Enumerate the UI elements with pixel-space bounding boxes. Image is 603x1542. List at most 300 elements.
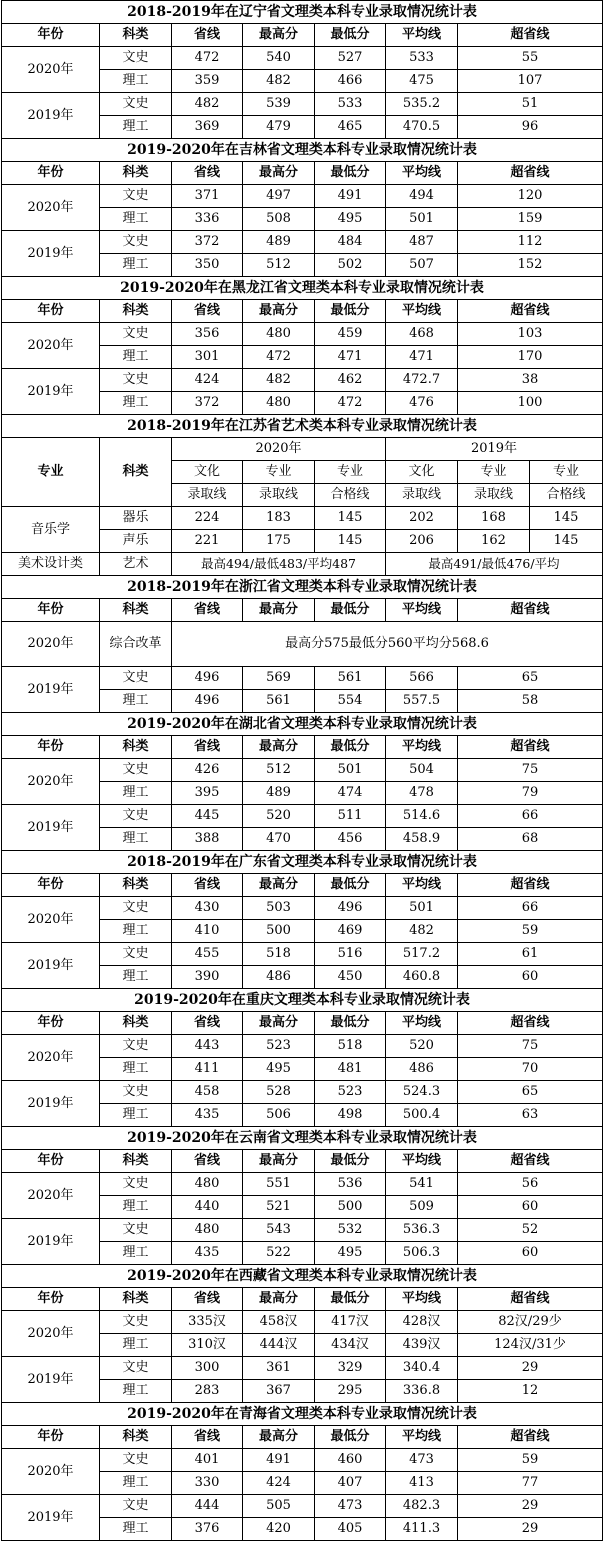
column-header: 最低分 [315, 599, 386, 622]
data-cell: 443 [172, 1035, 243, 1058]
column-header: 省线 [172, 24, 243, 47]
data-cell: 491 [243, 1449, 315, 1472]
category-cell: 文史 [100, 1173, 172, 1196]
data-cell: 75 [458, 1035, 603, 1058]
section-title: 2019-2020年在湖北省文理类本科专业录取情况统计表 [2, 713, 603, 736]
table-row [2, 47, 603, 70]
data-cell: 405 [315, 1518, 386, 1541]
data-cell: 506 [243, 1104, 315, 1127]
data-cell: 206 [386, 530, 458, 553]
data-cell: 496 [172, 667, 243, 690]
column-header: 平均线 [386, 24, 458, 47]
data-cell: 480 [172, 1173, 243, 1196]
header-row [2, 1150, 603, 1173]
data-cell: 473 [315, 1495, 386, 1518]
data-cell: 170 [458, 346, 603, 369]
column-header: 年份 [2, 1150, 100, 1173]
data-cell: 539 [243, 93, 315, 116]
year-cell: 2019年 [2, 1495, 100, 1541]
category-cell: 文史 [100, 805, 172, 828]
category-cell: 理工 [100, 1380, 172, 1403]
column-header: 最低分 [315, 736, 386, 759]
column-header: 最高分 [243, 1012, 315, 1035]
data-cell: 504 [386, 759, 458, 782]
data-cell: 512 [243, 254, 315, 277]
section-title-row [2, 139, 603, 162]
year-cell: 2020年 [2, 1035, 100, 1081]
data-cell: 411.3 [386, 1518, 458, 1541]
table-row [2, 1495, 603, 1518]
section-title-row [2, 576, 603, 599]
data-cell: 475 [386, 70, 458, 93]
data-cell: 480 [243, 392, 315, 415]
column-header: 超省线 [458, 1288, 603, 1311]
major-cell: 音乐学 [2, 507, 100, 553]
data-cell: 458汉 [243, 1311, 315, 1334]
data-cell: 175 [243, 530, 315, 553]
header-row [2, 599, 603, 622]
data-cell: 508 [243, 208, 315, 231]
subheader-cell: 专业 [315, 461, 386, 484]
column-header: 最低分 [315, 1288, 386, 1311]
column-header: 科类 [100, 24, 172, 47]
year-cell: 2020年 [2, 185, 100, 231]
data-cell: 100 [458, 392, 603, 415]
table-row [2, 507, 603, 530]
header-year-2019: 2019年 [386, 438, 603, 461]
column-header: 超省线 [458, 162, 603, 185]
table-row [2, 622, 603, 667]
data-cell: 458 [172, 1081, 243, 1104]
data-cell: 462 [315, 369, 386, 392]
category-cell: 文史 [100, 231, 172, 254]
year-cell: 2019年 [2, 1357, 100, 1403]
year-cell: 2020年 [2, 323, 100, 369]
data-cell: 487 [386, 231, 458, 254]
subheader-cell: 合格线 [530, 484, 603, 507]
year-cell: 2020年 [2, 47, 100, 93]
data-cell: 554 [315, 690, 386, 713]
data-cell: 59 [458, 1449, 603, 1472]
table-row [2, 369, 603, 392]
data-cell: 70 [458, 1058, 603, 1081]
category-cell: 理工 [100, 254, 172, 277]
data-cell: 66 [458, 897, 603, 920]
data-cell: 407 [315, 1472, 386, 1495]
data-cell: 124汉/31少 [458, 1334, 603, 1357]
category-cell: 艺术 [100, 553, 172, 576]
subheader-cell: 录取线 [386, 484, 458, 507]
data-cell: 112 [458, 231, 603, 254]
column-header: 年份 [2, 599, 100, 622]
data-cell: 38 [458, 369, 603, 392]
section-title: 2018-2019年在广东省文理类本科专业录取情况统计表 [2, 851, 603, 874]
data-cell: 495 [243, 1058, 315, 1081]
data-cell: 55 [458, 47, 603, 70]
data-cell: 471 [386, 346, 458, 369]
data-cell: 503 [243, 897, 315, 920]
category-cell: 文史 [100, 369, 172, 392]
year-cell: 2020年 [2, 897, 100, 943]
data-cell: 474 [315, 782, 386, 805]
data-cell: 500 [315, 1196, 386, 1219]
category-cell: 理工 [100, 1518, 172, 1541]
data-cell: 527 [315, 47, 386, 70]
data-cell: 424 [172, 369, 243, 392]
data-cell: 61 [458, 943, 603, 966]
data-cell: 543 [243, 1219, 315, 1242]
section-title-row [2, 989, 603, 1012]
summary-cell: 最高491/最低476/平均 [386, 553, 603, 576]
category-cell: 理工 [100, 966, 172, 989]
data-cell: 器乐 [100, 507, 172, 530]
data-cell: 428汉 [386, 1311, 458, 1334]
data-cell: 501 [386, 897, 458, 920]
column-header: 平均线 [386, 1150, 458, 1173]
column-header: 年份 [2, 300, 100, 323]
data-cell: 168 [458, 507, 530, 530]
data-cell: 388 [172, 828, 243, 851]
column-header: 省线 [172, 874, 243, 897]
data-cell: 551 [243, 1173, 315, 1196]
section-title-row [2, 277, 603, 300]
column-header: 科类 [100, 1288, 172, 1311]
column-header: 省线 [172, 1150, 243, 1173]
data-cell: 520 [386, 1035, 458, 1058]
column-header: 最高分 [243, 874, 315, 897]
data-cell: 390 [172, 966, 243, 989]
data-cell: 350 [172, 254, 243, 277]
year-cell: 2019年 [2, 1219, 100, 1265]
data-cell: 367 [243, 1380, 315, 1403]
data-cell: 361 [243, 1357, 315, 1380]
data-cell: 声乐 [100, 530, 172, 553]
data-cell: 478 [386, 782, 458, 805]
data-cell: 435 [172, 1104, 243, 1127]
column-header: 最高分 [243, 1426, 315, 1449]
data-cell: 56 [458, 1173, 603, 1196]
section-title-row [2, 1403, 603, 1426]
year-cell: 2020年 [2, 1173, 100, 1219]
data-cell: 401 [172, 1449, 243, 1472]
data-cell: 120 [458, 185, 603, 208]
data-cell: 528 [243, 1081, 315, 1104]
category-cell: 理工 [100, 920, 172, 943]
table-row [2, 1449, 603, 1472]
column-header: 省线 [172, 300, 243, 323]
data-cell: 486 [386, 1058, 458, 1081]
data-cell: 522 [243, 1242, 315, 1265]
header-category: 科类 [100, 438, 172, 507]
column-header: 科类 [100, 599, 172, 622]
column-header: 平均线 [386, 1012, 458, 1035]
category-cell: 理工 [100, 828, 172, 851]
column-header: 年份 [2, 1426, 100, 1449]
data-cell: 336.8 [386, 1380, 458, 1403]
header-row [2, 300, 603, 323]
category-cell: 文史 [100, 1219, 172, 1242]
data-cell: 103 [458, 323, 603, 346]
category-cell: 理工 [100, 782, 172, 805]
data-cell: 65 [458, 667, 603, 690]
data-cell: 535.2 [386, 93, 458, 116]
header-row [2, 162, 603, 185]
column-header: 最低分 [315, 300, 386, 323]
category-cell: 理工 [100, 116, 172, 139]
data-cell: 145 [530, 507, 603, 530]
data-cell: 152 [458, 254, 603, 277]
data-cell: 500 [243, 920, 315, 943]
year-cell: 2020年 [2, 1449, 100, 1495]
column-header: 年份 [2, 874, 100, 897]
category-cell: 文史 [100, 759, 172, 782]
data-cell: 460 [315, 1449, 386, 1472]
data-cell: 58 [458, 690, 603, 713]
section-title-row [2, 415, 603, 438]
data-cell: 458.9 [386, 828, 458, 851]
column-header: 科类 [100, 1150, 172, 1173]
data-cell: 524.3 [386, 1081, 458, 1104]
data-cell: 466 [315, 70, 386, 93]
data-cell: 482 [172, 93, 243, 116]
summary-cell: 最高494/最低483/平均487 [172, 553, 386, 576]
header-row [2, 874, 603, 897]
data-cell: 12 [458, 1380, 603, 1403]
data-cell: 506.3 [386, 1242, 458, 1265]
data-cell: 495 [315, 1242, 386, 1265]
data-cell: 68 [458, 828, 603, 851]
data-cell: 516 [315, 943, 386, 966]
column-header: 平均线 [386, 599, 458, 622]
data-cell: 29 [458, 1518, 603, 1541]
section-title: 2019-2020年在西藏省文理类本科专业录取情况统计表 [2, 1265, 603, 1288]
data-cell: 330 [172, 1472, 243, 1495]
data-cell: 75 [458, 759, 603, 782]
column-header: 省线 [172, 162, 243, 185]
data-cell: 479 [243, 116, 315, 139]
data-cell: 480 [243, 323, 315, 346]
data-cell: 369 [172, 116, 243, 139]
column-header: 年份 [2, 24, 100, 47]
table-row [2, 231, 603, 254]
data-cell: 482 [243, 70, 315, 93]
data-cell: 411 [172, 1058, 243, 1081]
column-header: 平均线 [386, 162, 458, 185]
data-cell: 60 [458, 966, 603, 989]
table-row [2, 1311, 603, 1334]
header-row [2, 1012, 603, 1035]
art-header-row [2, 438, 603, 461]
data-cell: 473 [386, 1449, 458, 1472]
data-cell: 440 [172, 1196, 243, 1219]
subheader-cell: 专业 [243, 461, 315, 484]
data-cell: 426 [172, 759, 243, 782]
data-cell: 183 [243, 507, 315, 530]
column-header: 科类 [100, 162, 172, 185]
category-cell: 文史 [100, 943, 172, 966]
column-header: 最低分 [315, 1150, 386, 1173]
data-cell: 517.2 [386, 943, 458, 966]
year-cell: 2019年 [2, 93, 100, 139]
data-cell: 482.3 [386, 1495, 458, 1518]
data-cell: 65 [458, 1081, 603, 1104]
data-cell: 444汉 [243, 1334, 315, 1357]
data-cell: 465 [315, 116, 386, 139]
column-header: 科类 [100, 736, 172, 759]
data-cell: 491 [315, 185, 386, 208]
column-header: 超省线 [458, 1012, 603, 1035]
table-row [2, 805, 603, 828]
column-header: 科类 [100, 1426, 172, 1449]
data-cell: 514.6 [386, 805, 458, 828]
header-row [2, 736, 603, 759]
column-header: 平均线 [386, 1426, 458, 1449]
data-cell: 489 [243, 782, 315, 805]
data-cell: 410 [172, 920, 243, 943]
category-cell: 理工 [100, 1196, 172, 1219]
data-cell: 359 [172, 70, 243, 93]
data-cell: 221 [172, 530, 243, 553]
data-cell: 63 [458, 1104, 603, 1127]
data-cell: 501 [315, 759, 386, 782]
column-header: 平均线 [386, 874, 458, 897]
data-cell: 482 [243, 369, 315, 392]
column-header: 最高分 [243, 24, 315, 47]
column-header: 科类 [100, 874, 172, 897]
section-title-row [2, 851, 603, 874]
column-header: 科类 [100, 1012, 172, 1035]
section-title: 2019-2020年在重庆文理类本科专业录取情况统计表 [2, 989, 603, 1012]
data-cell: 434汉 [315, 1334, 386, 1357]
table-row [2, 667, 603, 690]
admission-score-sheet [1, 0, 603, 1541]
data-cell: 540 [243, 47, 315, 70]
data-cell: 456 [315, 828, 386, 851]
column-header: 平均线 [386, 1288, 458, 1311]
data-cell: 472 [243, 346, 315, 369]
data-cell: 79 [458, 782, 603, 805]
data-cell: 162 [458, 530, 530, 553]
data-cell: 533 [315, 93, 386, 116]
data-cell: 66 [458, 805, 603, 828]
data-cell: 430 [172, 897, 243, 920]
data-cell: 507 [386, 254, 458, 277]
subheader-cell: 文化 [172, 461, 243, 484]
data-cell: 561 [243, 690, 315, 713]
data-cell: 372 [172, 231, 243, 254]
year-cell: 2019年 [2, 943, 100, 989]
column-header: 超省线 [458, 24, 603, 47]
data-cell: 476 [386, 392, 458, 415]
data-cell: 445 [172, 805, 243, 828]
year-cell: 2020年 [2, 1311, 100, 1357]
column-header: 年份 [2, 1288, 100, 1311]
column-header: 平均线 [386, 736, 458, 759]
data-cell: 59 [458, 920, 603, 943]
table-row [2, 185, 603, 208]
data-cell: 505 [243, 1495, 315, 1518]
table-row [2, 1035, 603, 1058]
column-header: 最高分 [243, 599, 315, 622]
column-header: 省线 [172, 736, 243, 759]
column-header: 平均线 [386, 300, 458, 323]
data-cell: 459 [315, 323, 386, 346]
year-cell: 2019年 [2, 667, 100, 713]
data-cell: 224 [172, 507, 243, 530]
data-cell: 395 [172, 782, 243, 805]
data-cell: 413 [386, 1472, 458, 1495]
data-cell: 472.7 [386, 369, 458, 392]
section-title: 2019-2020年在黑龙江省文理类本科专业录取情况统计表 [2, 277, 603, 300]
column-header: 最高分 [243, 1150, 315, 1173]
table-row [2, 1357, 603, 1380]
data-cell: 336 [172, 208, 243, 231]
column-header: 最低分 [315, 162, 386, 185]
column-header: 最低分 [315, 1426, 386, 1449]
data-cell: 439汉 [386, 1334, 458, 1357]
summary-cell: 最高分575最低分560平均分568.6 [172, 622, 603, 667]
data-cell: 532 [315, 1219, 386, 1242]
category-cell: 理工 [100, 1242, 172, 1265]
data-cell: 356 [172, 323, 243, 346]
data-cell: 518 [243, 943, 315, 966]
category-cell: 文史 [100, 1357, 172, 1380]
header-row [2, 1288, 603, 1311]
data-cell: 536 [315, 1173, 386, 1196]
data-cell: 455 [172, 943, 243, 966]
header-row [2, 1426, 603, 1449]
category-cell: 文史 [100, 1311, 172, 1334]
category-cell: 文史 [100, 47, 172, 70]
category-cell: 理工 [100, 1058, 172, 1081]
data-cell: 145 [530, 530, 603, 553]
section-title: 2018-2019年在浙江省文理类本科专业录取情况统计表 [2, 576, 603, 599]
column-header: 省线 [172, 599, 243, 622]
section-title-row [2, 1, 603, 24]
column-header: 超省线 [458, 874, 603, 897]
column-header: 最低分 [315, 1012, 386, 1035]
data-cell: 481 [315, 1058, 386, 1081]
subheader-cell: 录取线 [172, 484, 243, 507]
data-cell: 417汉 [315, 1311, 386, 1334]
year-cell: 2019年 [2, 369, 100, 415]
data-cell: 300 [172, 1357, 243, 1380]
data-cell: 536.3 [386, 1219, 458, 1242]
data-cell: 480 [172, 1219, 243, 1242]
category-cell: 理工 [100, 392, 172, 415]
table-row [2, 93, 603, 116]
year-cell: 2019年 [2, 231, 100, 277]
column-header: 最高分 [243, 736, 315, 759]
year-cell: 2019年 [2, 1081, 100, 1127]
header-year-2020: 2020年 [172, 438, 386, 461]
data-cell: 468 [386, 323, 458, 346]
data-cell: 329 [315, 1357, 386, 1380]
data-cell: 497 [243, 185, 315, 208]
data-cell: 494 [386, 185, 458, 208]
data-cell: 523 [315, 1081, 386, 1104]
data-cell: 509 [386, 1196, 458, 1219]
data-cell: 159 [458, 208, 603, 231]
column-header: 最低分 [315, 24, 386, 47]
data-cell: 310汉 [172, 1334, 243, 1357]
data-cell: 52 [458, 1219, 603, 1242]
column-header: 省线 [172, 1426, 243, 1449]
section-title: 2019-2020年在吉林省文理类本科专业录取情况统计表 [2, 139, 603, 162]
data-cell: 469 [315, 920, 386, 943]
category-cell: 理工 [100, 208, 172, 231]
category-cell: 文史 [100, 1081, 172, 1104]
